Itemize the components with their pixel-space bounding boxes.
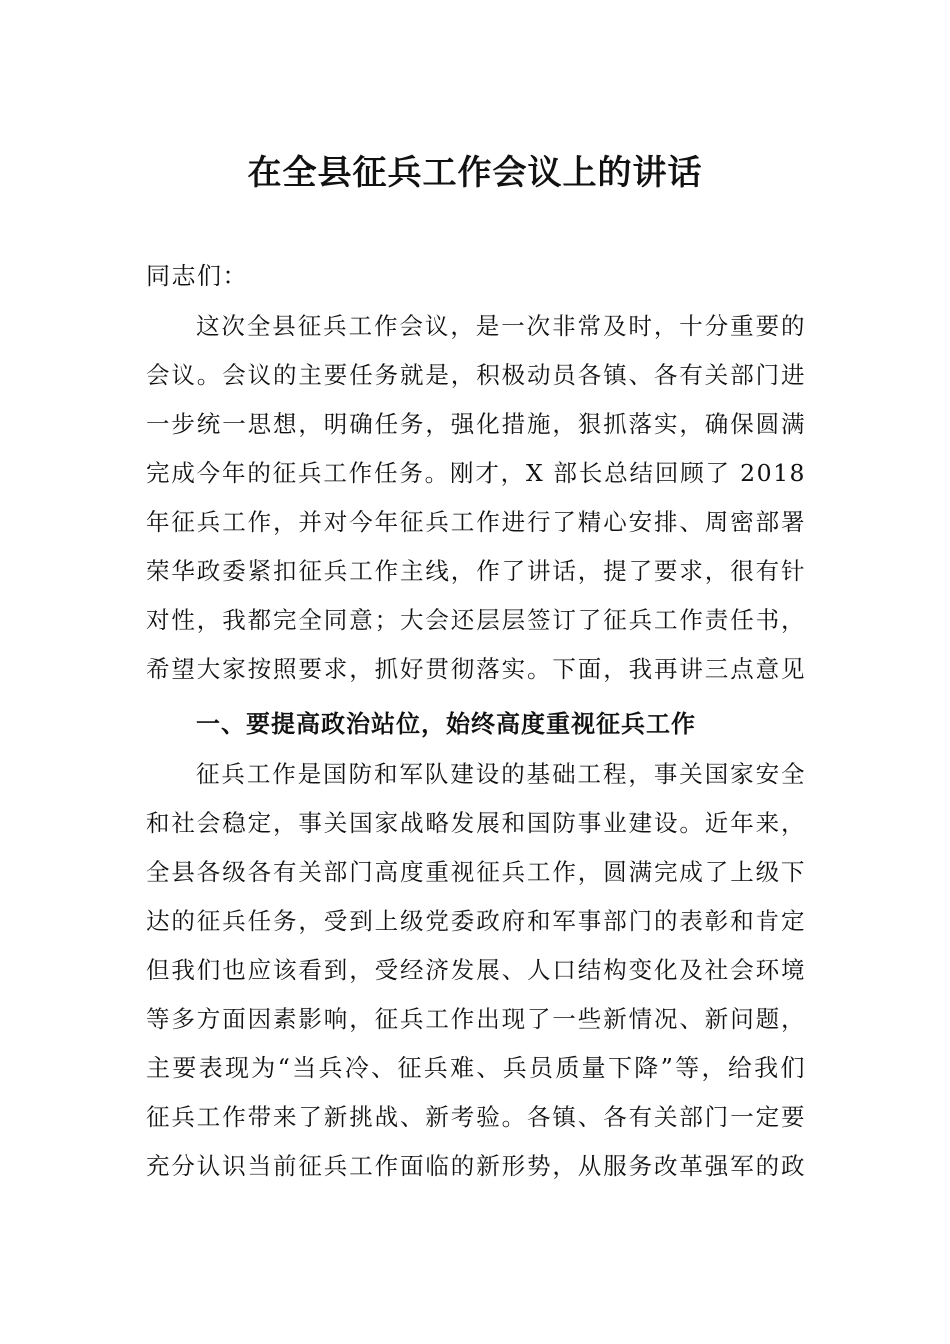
paragraph-line: 达的征兵任务，受到上级党委政府和军事部门的表彰和肯定 <box>146 907 806 935</box>
paragraph-line: 充分认识当前征兵工作面临的新形势，从服务改革强军的政 <box>146 1152 806 1180</box>
paragraph-line: 主要表现为“当兵冷、征兵难、兵员质量下降”等，给我们 <box>146 1054 806 1082</box>
paragraph-line: 完成今年的征兵工作任务。刚才，X 部长总结回顾了 2018 <box>146 459 806 487</box>
paragraph-line: 这次全县征兵工作会议，是一次非常及时，十分重要的 <box>196 312 806 340</box>
paragraph-line: 等多方面因素影响，征兵工作出现了一些新情况、新问题， <box>146 1005 806 1033</box>
section-heading: 一、要提高政治站位，始终高度重视征兵工作 <box>196 710 696 738</box>
paragraph-line: 对性，我都完全同意；大会还层层签订了征兵工作责任书， <box>146 606 806 634</box>
paragraph-line: 年征兵工作，并对今年征兵工作进行了精心安排、周密部署 <box>146 508 806 536</box>
paragraph-line: 希望大家按照要求，抓好贯彻落实。下面，我再讲三点意见 <box>146 655 806 683</box>
paragraph-line: 征兵工作是国防和军队建设的基础工程，事关国家安全 <box>196 760 806 788</box>
paragraph-line: 和社会稳定，事关国家战略发展和国防事业建设。近年来， <box>146 809 806 837</box>
paragraph-line: 全县各级各有关部门高度重视征兵工作，圆满完成了上级下 <box>146 858 806 886</box>
paragraph-line: 会议。会议的主要任务就是，积极动员各镇、各有关部门进 <box>146 361 806 389</box>
paragraph-line: 荣华政委紧扣征兵工作主线，作了讲话，提了要求，很有针 <box>146 557 806 585</box>
document-title: 在全县征兵工作会议上的讲话 <box>247 153 703 193</box>
paragraph-line: 一步统一思想，明确任务，强化措施，狠抓落实，确保圆满 <box>146 410 806 438</box>
paragraph-section-one <box>146 750 806 1191</box>
paragraph-intro <box>146 302 806 694</box>
paragraph-line: 但我们也应该看到，受经济发展、人口结构变化及社会环境 <box>146 956 806 984</box>
salutation: 同志们： <box>146 262 248 290</box>
paragraph-line: 征兵工作带来了新挑战、新考验。各镇、各有关部门一定要 <box>146 1103 806 1131</box>
